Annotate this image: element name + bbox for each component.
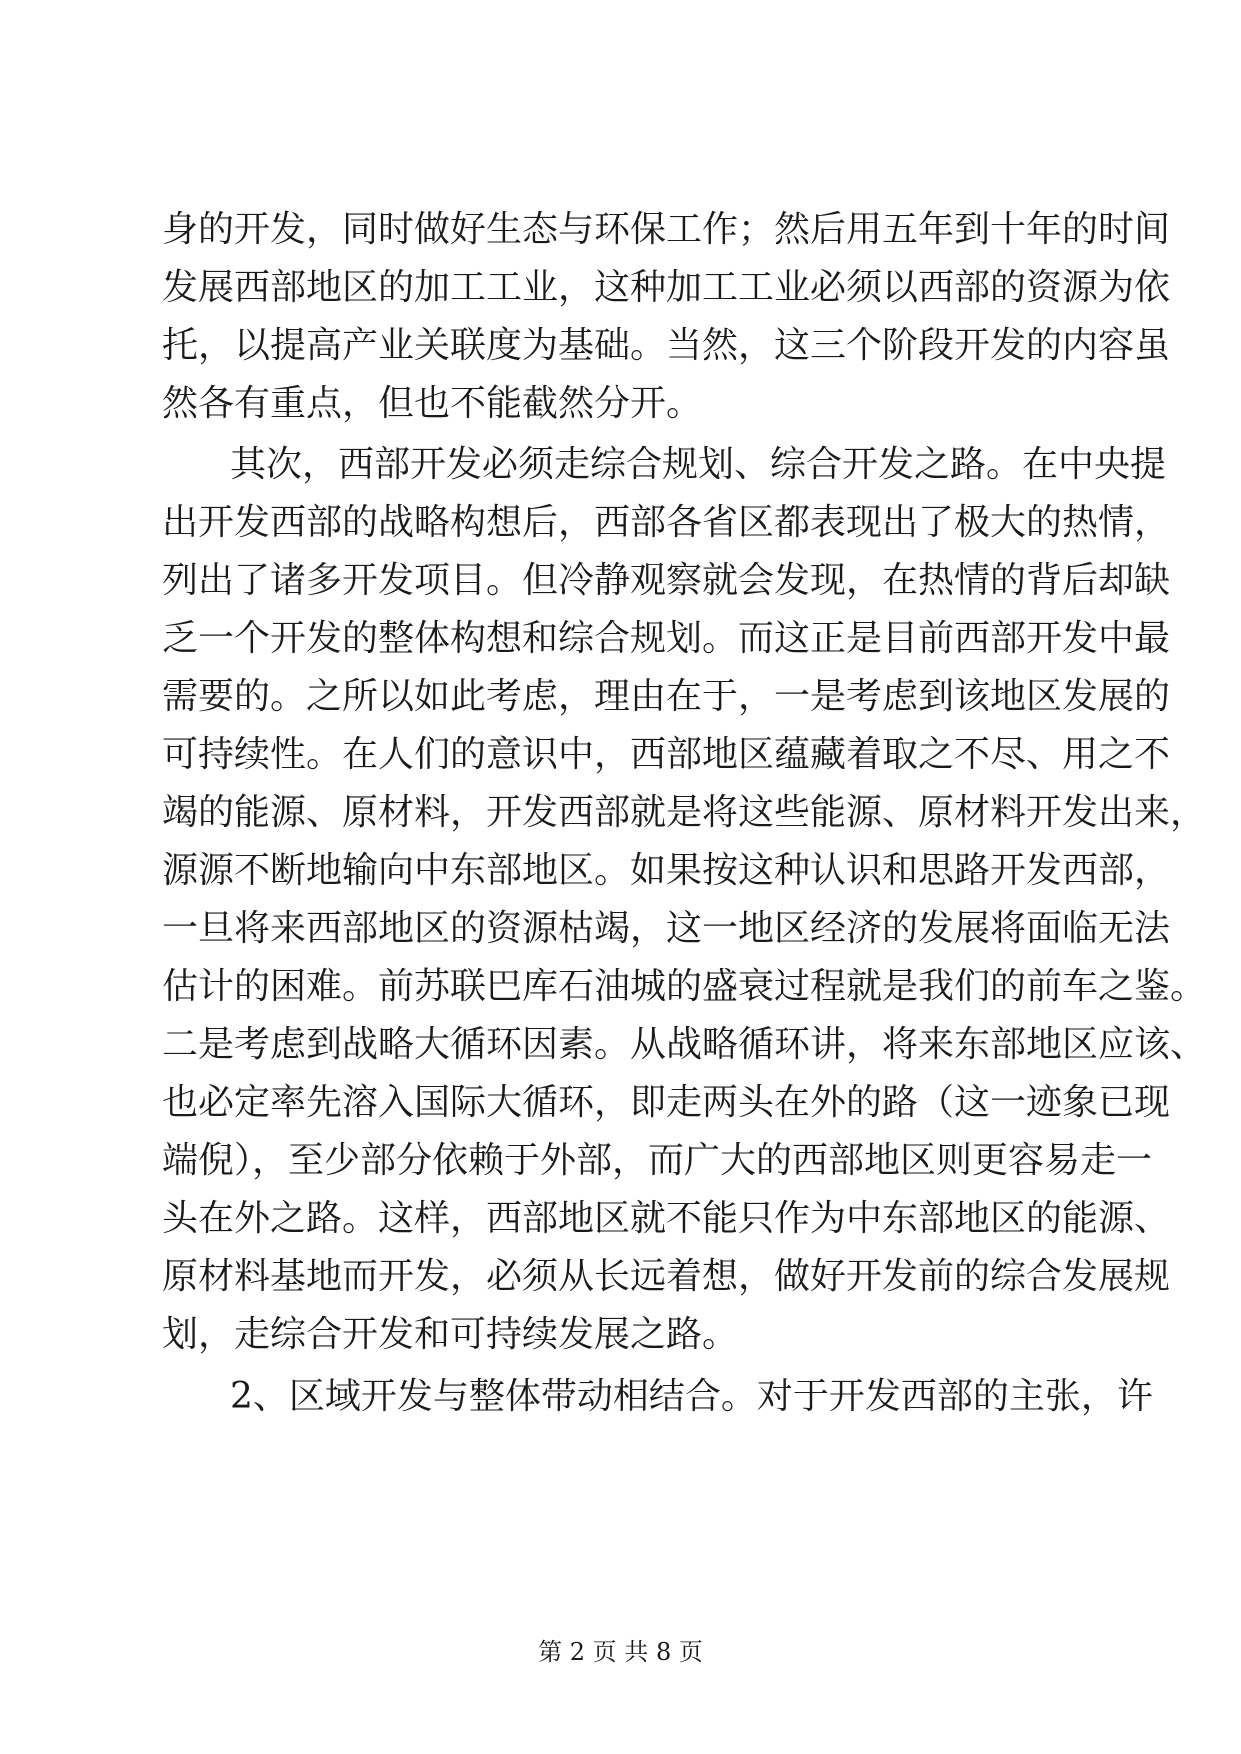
page-number-footer: 第 2 页 共 8 页	[538, 1638, 703, 1666]
text-line: 需要的。之所以如此考虑，理由在于，一是考虑到该地区发展的	[162, 676, 1171, 717]
text-line: 估计的困难。前苏联巴库石油城的盛衰过程就是我们的前车之鉴。	[162, 966, 1207, 1007]
text-line: 列出了诸多开发项目。但冷静观察就会发现，在热情的背后却缺	[162, 560, 1171, 601]
text-line: 划，走综合开发和可持续发展之路。	[162, 1314, 739, 1355]
text-line: 发展西部地区的加工工业，这种加工工业必须以西部的资源为依	[162, 267, 1171, 308]
text-line: 出开发西部的战略构想后，西部各省区都表现出了极大的热情，	[162, 502, 1171, 543]
text-line: 头在外之路。这样，西部地区就不能只作为中东部地区的能源、	[162, 1198, 1171, 1239]
text-line: 端倪），至少部分依赖于外部，而广大的西部地区则更容易走一	[162, 1140, 1153, 1181]
text-line: 乏一个开发的整体构想和综合规划。而这正是目前西部开发中最	[162, 618, 1171, 659]
text-line: 身的开发，同时做好生态与环保工作；然后用五年到十年的时间	[162, 209, 1171, 250]
text-line: 一旦将来西部地区的资源枯竭，这一地区经济的发展将面临无法	[162, 908, 1171, 949]
text-line: 原材料基地而开发，必须从长远着想，做好开发前的综合发展规	[162, 1256, 1171, 1297]
text-line: 竭的能源、原材料，开发西部就是将这些能源、原材料开发出来，	[162, 792, 1207, 833]
text-line: 也必定率先溶入国际大循环，即走两头在外的路（这一迹象已现	[162, 1082, 1171, 1123]
text-line: 托，以提高产业关联度为基础。当然，这三个阶段开发的内容虽	[162, 325, 1171, 366]
paragraph-start-line: 其次，西部开发必须走综合规划、综合开发之路。在中央提	[230, 444, 1167, 485]
paragraph-start-line: 2、区域开发与整体带动相结合。对于开发西部的主张，许	[230, 1376, 1153, 1417]
text-line: 源源不断地输向中东部地区。如果按这种认识和思路开发西部，	[162, 850, 1171, 891]
text-line: 可持续性。在人们的意识中，西部地区蕴藏着取之不尽、用之不	[162, 734, 1171, 775]
text-line: 然各有重点，但也不能截然分开。	[162, 383, 703, 424]
text-line: 二是考虑到战略大循环因素。从战略循环讲，将来东部地区应该、	[162, 1024, 1207, 1065]
